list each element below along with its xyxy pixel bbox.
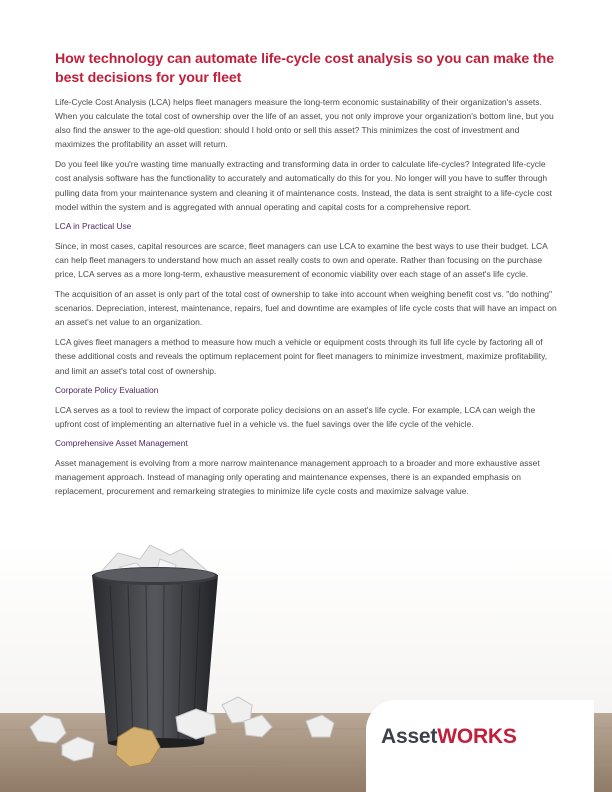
paragraph-practical-1: Since, in most cases, capital resources are scarce, fleet managers can use LCA to examine the best ways to use their budget. LCA can help fleet managers to understand how much an asset really costs to own and operate. Rather than focusing on the purchase price, LCA serves as a more long-term, exhaustive measurement of economic viability over each stage of an asset's life cycle. [55, 240, 548, 279]
page-title: How technology can automate life-cycle cost analysis so you can make the best decisions for your fleet [55, 51, 554, 86]
logo-works-text: WORKS [437, 725, 517, 748]
paragraph-practical-3: LCA gives fleet managers a method to measure how much a vehicle or equipment costs through its full life cycle by factoring all of these additional costs and reveals the optimum replacement point for fleet managers to minimize investment, maximize profitability, and limit an asset's total cost of ownership. [55, 337, 548, 376]
logo-asset-text: Asset [381, 725, 438, 748]
article [55, 50, 560, 504]
paragraph-asset-1: Asset management is evolving from a more narrow maintenance management approach to a broader and more exhaustive asset management approach. Instead of managing only operating and maintenance expenses, there is an expanded emphasis on replacement, procurement and remarkeing strategies to minimize life cycle costs and maximize salvage value. [55, 457, 540, 496]
paragraph-intro-2: Do you feel like you're wasting time manually extracting and transforming data in order to calculate life-cycles? Integrated life-cycle cost analysis software has the functionality to accurately and automatically do this for you. No longer will you have to suffer through pulling data from your maintenance system and cleaning it of maintenance costs. Instead, the data is sent straight to a life-cycle cost model within the system and is aggregated with annual operating and capital costs for a comprehensive report. [55, 159, 553, 212]
heading-asset-management: Comprehensive Asset Management [55, 437, 188, 448]
assetworks-logo [381, 725, 517, 749]
heading-practical-use: LCA in Practical Use [55, 220, 132, 231]
paragraph-policy-1: LCA serves as a tool to review the impact of corporate policy decisions on an asset's life cycle. For example, LCA can weigh the upfront cost of implementing an alternative fuel in a vehicle vs. the fuel savings over the life cycle of the vehicle. [55, 404, 536, 429]
paragraph-intro-1: Life-Cycle Cost Analysis (LCA) helps fleet managers measure the long-term economic sustainability of their organization's assets. When you calculate the total cost of ownership over the life of an asset, you not only improve your organization's bottom line, but you also find the answer to the age-old question: should I hold onto or sell this asset? This minimizes the cost of investment and maximizes the profitability an asset will return. [55, 97, 554, 150]
heading-corporate-policy: Corporate Policy Evaluation [55, 384, 159, 395]
paragraph-practical-2: The acquisition of an asset is only part of the total cost of ownership to take into account when weighing benefit cost vs. "do nothing" scenarios. Depreciation, interest, maintenance, repairs, fuel and downtime are examples of life cycle costs that will have an impact on an asset's net value to an organization. [55, 289, 557, 328]
